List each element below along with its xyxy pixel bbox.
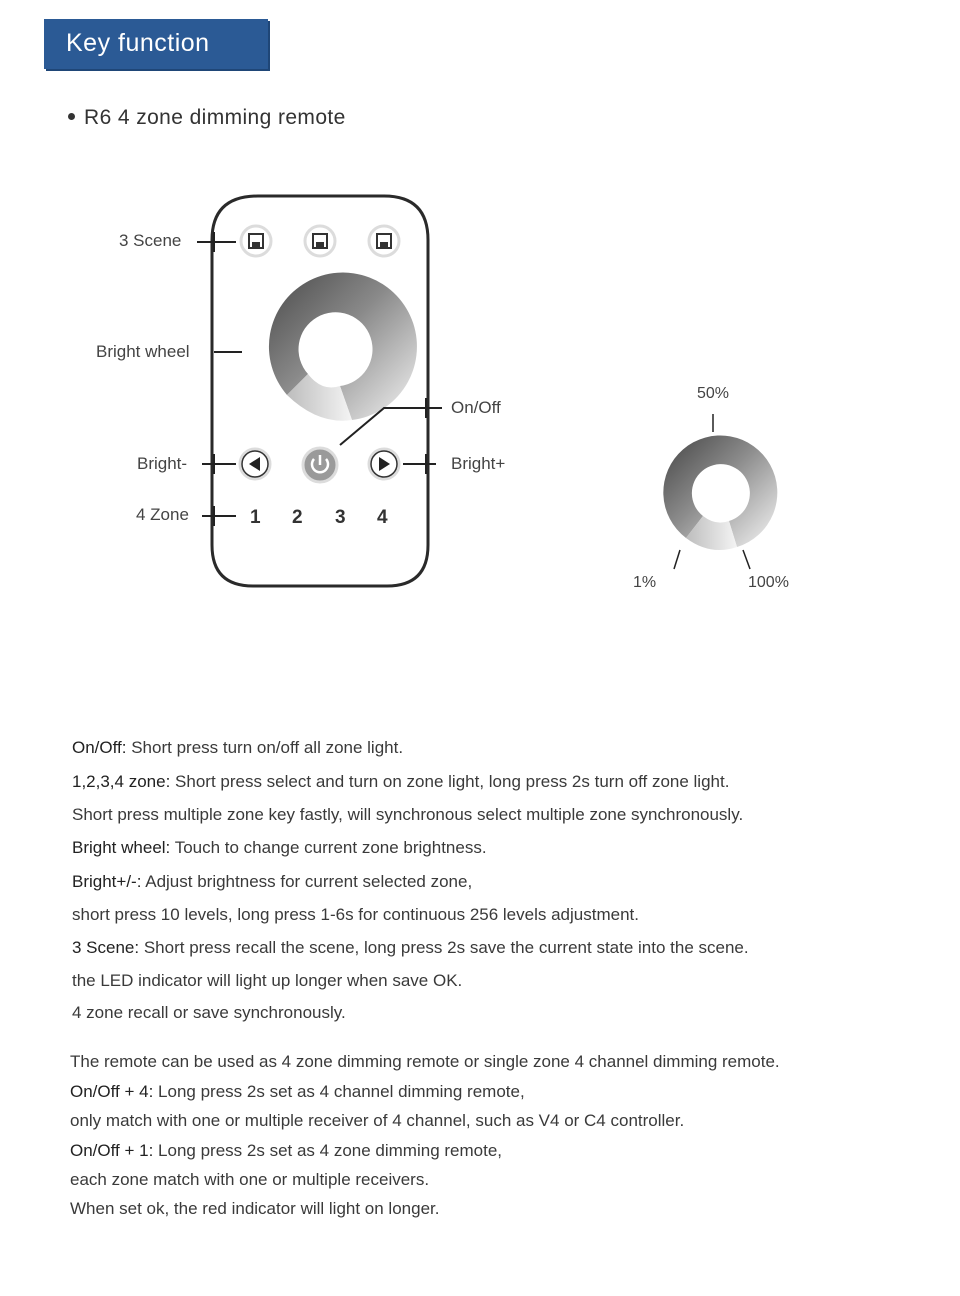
scale-label-1: 1% xyxy=(633,574,657,591)
mode-line: each zone match with one or multiple receivers. xyxy=(70,1170,430,1189)
scene-button-3[interactable] xyxy=(369,226,399,256)
scene-button-2[interactable] xyxy=(305,226,335,256)
mode-line: When set ok, the red indicator will light on longer. xyxy=(70,1199,440,1218)
desc-line: 3 Scene: Short press recall the scene, long press 2s save the current state into the scene. xyxy=(72,938,749,957)
zone-button-2[interactable]: 2 xyxy=(292,507,303,528)
scene-button-1[interactable] xyxy=(241,226,271,256)
desc-line: Bright+/-: Adjust brightness for current selected zone, xyxy=(72,872,473,891)
desc-line: 1,2,3,4 zone: Short press select and turn on zone light, long press 2s turn off zone light. xyxy=(72,772,730,791)
desc-line: Bright wheel: Touch to change current zone brightness. xyxy=(72,838,487,857)
label-on-off: On/Off xyxy=(451,398,501,417)
mode-line: On/Off + 1: Long press 2s set as 4 zone dimming remote, xyxy=(70,1141,503,1160)
label-bright-plus: Bright+ xyxy=(451,454,506,473)
bright-minus-button[interactable] xyxy=(240,449,270,479)
zone-button-3[interactable]: 3 xyxy=(335,507,346,528)
mode-line: only match with one or multiple receiver of 4 channel, such as V4 or C4 controller. xyxy=(70,1111,685,1130)
mode-line: On/Off + 4: Long press 2s set as 4 channel dimming remote, xyxy=(70,1082,525,1101)
label-3-scene: 3 Scene xyxy=(119,231,182,250)
zone-button-4[interactable]: 4 xyxy=(377,507,388,528)
desc-line: 4 zone recall or save synchronously. xyxy=(72,1003,346,1022)
page-title: Key function xyxy=(66,29,210,57)
label-bright-wheel: Bright wheel xyxy=(96,342,190,361)
scale-label-50: 50% xyxy=(697,385,730,402)
brightness-scale-wheel xyxy=(663,435,777,550)
desc-line: short press 10 levels, long press 1-6s for continuous 256 levels adjustment. xyxy=(72,905,639,924)
label-4-zone: 4 Zone xyxy=(136,505,189,524)
bright-plus-button[interactable] xyxy=(369,449,399,479)
scale-label-100: 100% xyxy=(748,574,789,591)
desc-line: the LED indicator will light up longer when save OK. xyxy=(72,971,463,990)
subtitle-text: R6 4 zone dimming remote xyxy=(84,106,346,129)
label-bright-minus: Bright- xyxy=(137,454,188,473)
zone-button-1[interactable]: 1 xyxy=(250,507,261,528)
mode-line: The remote can be used as 4 zone dimming remote or single zone 4 channel dimming remote. xyxy=(70,1052,780,1071)
desc-line: Short press multiple zone key fastly, will synchronous select multiple zone synchronously. xyxy=(72,805,744,824)
desc-line: On/Off: Short press turn on/off all zone light. xyxy=(72,738,404,757)
on-off-button[interactable] xyxy=(303,448,337,482)
